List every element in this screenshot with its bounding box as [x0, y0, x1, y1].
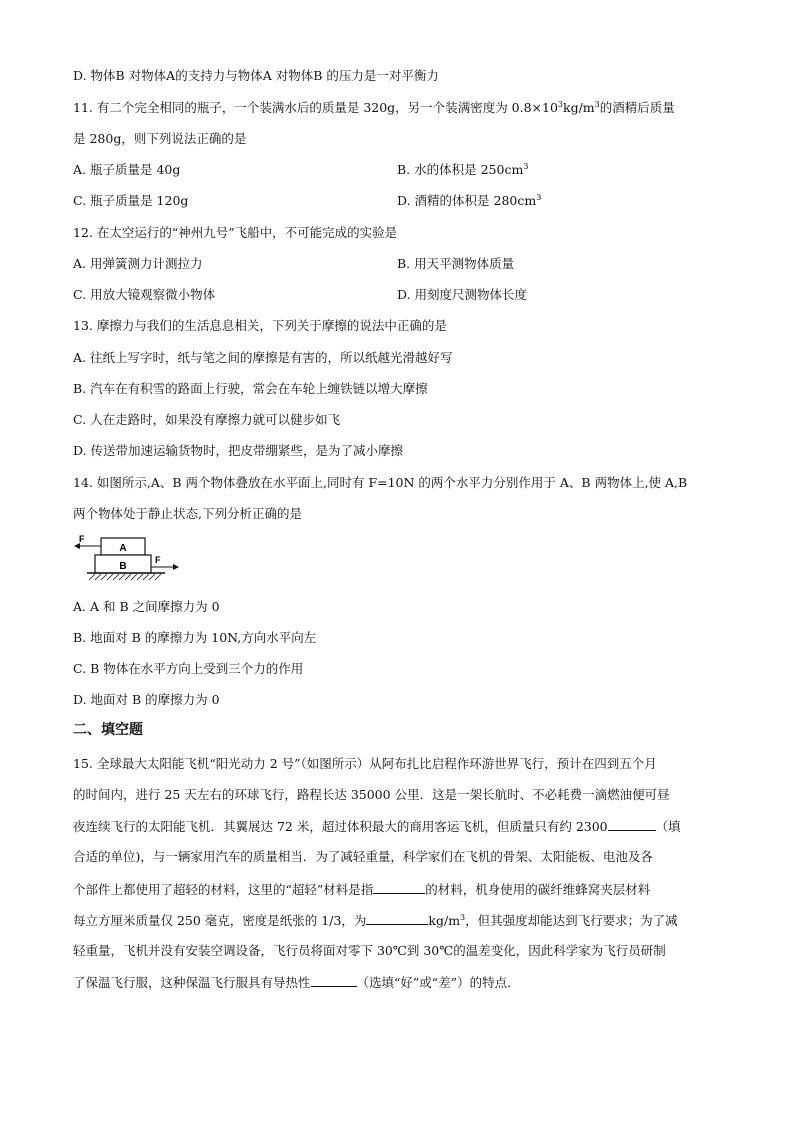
- question-12-stem: 12. 在太空运行的“神州九号”飞船中，不可能完成的实验是: [73, 225, 398, 240]
- question-11-stem: 11. 有二个完全相同的瓶子，一个装满水后的质量是 320g，另一个装满密度为 $0.8\times 10^3kg/m^3$的酒精后质量: [73, 99, 675, 115]
- section-heading-fill-in: 二、填空题: [73, 722, 143, 738]
- option-13-a: A. 往纸上写字时，纸与笔之间的摩擦是有害的，所以纸越光滑越好写: [73, 350, 453, 365]
- question-15-line-5: 个部件上都使用了超轻的材料，这里的“超轻”材料是指 的材料，机身使用的碳纤维蜂窝夹层材料: [73, 882, 651, 897]
- force-right-arrowhead: [173, 564, 179, 570]
- question-15-line-7: 轻重量，飞机并没有安装空调设备，飞行员将面对零下 30℃到 30℃的温差变化，因此科学家为飞行员研制: [73, 943, 666, 958]
- question-14-stem-cont: 两个物体处于静止状态,下列分析正确的是: [73, 506, 302, 521]
- option-14-a: A. A 和 B 之间摩擦力为 0: [73, 599, 220, 614]
- option-11-b: B. 水的体积是 $250cm^3$: [397, 161, 529, 177]
- option-13-d: D. 传送带加速运输货物时，把皮带绷紧些，是为了减小摩擦: [73, 443, 404, 458]
- block-b-label: B: [119, 561, 127, 572]
- ground-hatching: [89, 574, 161, 580]
- force-right-label: F: [155, 555, 161, 565]
- question-15-line-2: 的时间内，进行 25 天左右的环球飞行，路程长达 35000 公里．这是一架长航时、不必耗费一滴燃油便可昼: [73, 787, 670, 802]
- question-13-stem: 13. 摩擦力与我们的生活息息相关，下列关于摩擦的说法中正确的是: [73, 318, 447, 333]
- option-12-c: C. 用放大镜观察微小物体: [73, 287, 216, 302]
- question-15-line-1: 15. 全球最大太阳能飞机“阳光动力 2 号”（如图所示）从阿布扎比启程作环游世界飞行，预计在四到五个月: [73, 756, 657, 771]
- option-11-d: D. 酒精的体积是 $280cm^3$: [397, 192, 542, 208]
- option-14-b: B. 地面对 B 的摩擦力为 10N,方向水平向左: [73, 630, 317, 645]
- question-15-line-4: 合适的单位)，与一辆家用汽车的质量相当．为了减轻重量，科学家们在飞机的骨架、太阳能板、电池及各: [73, 849, 653, 864]
- option-12-a: A. 用弹簧测力计测拉力: [73, 256, 203, 271]
- option-12-d: D. 用刻度尺测物体长度: [397, 287, 528, 302]
- blank-density[interactable]: [366, 912, 428, 925]
- option-14-c: C. B 物体在水平方向上受到三个力的作用: [73, 661, 304, 676]
- question-11-stem-cont: 是 280g，则下列说法正确的是: [73, 131, 247, 146]
- option-12-b: B. 用天平测物体质量: [397, 256, 515, 271]
- force-left-label: F: [79, 534, 85, 544]
- question-15-line-6: 每立方厘米质量仅 250 毫克，密度是纸张的 1/3，为 $kg/m^3$，但其强度却能达到飞行要求；为了减: [73, 912, 678, 928]
- blank-unit[interactable]: [608, 818, 656, 831]
- option-13-b: B. 汽车在有积雪的路面上行驶，常会在车轮上缠铁链以增大摩擦: [73, 381, 428, 396]
- option-11-a: A. 瓶子质量是 40g: [73, 162, 181, 177]
- option-11-c: C. 瓶子质量是 120g: [73, 193, 189, 208]
- block-a-label: A: [119, 543, 127, 554]
- blank-ultralight-meaning[interactable]: [373, 881, 425, 894]
- question-15-line-8: 了保温飞行服，这种保温飞行服具有导热性 （选填“好”或“差”）的特点．: [73, 975, 520, 990]
- question-15-line-3: 夜连续飞行的太阳能飞机．其翼展达 72 米，超过体积最大的商用客运飞机，但质量只有约 2300 （填: [73, 819, 681, 834]
- question-14-stem: 14. 如图所示,A、B 两个物体叠放在水平面上,同时有 F=10N 的两个水平力分别作用于 A、B 两物体上,使 A,B: [73, 475, 688, 490]
- option-14-d: D. 地面对 B 的摩擦力为 0: [73, 692, 220, 707]
- blocks-force-diagram: [73, 534, 183, 586]
- option-10-d: D. 物体B 对物体A的支持力与物体A 对物体B 的压力是一对平衡力: [73, 68, 439, 83]
- blank-thermal-conductivity[interactable]: [311, 974, 357, 987]
- option-13-c: C. 人在走路时，如果没有摩擦力就可以健步如飞: [73, 412, 341, 427]
